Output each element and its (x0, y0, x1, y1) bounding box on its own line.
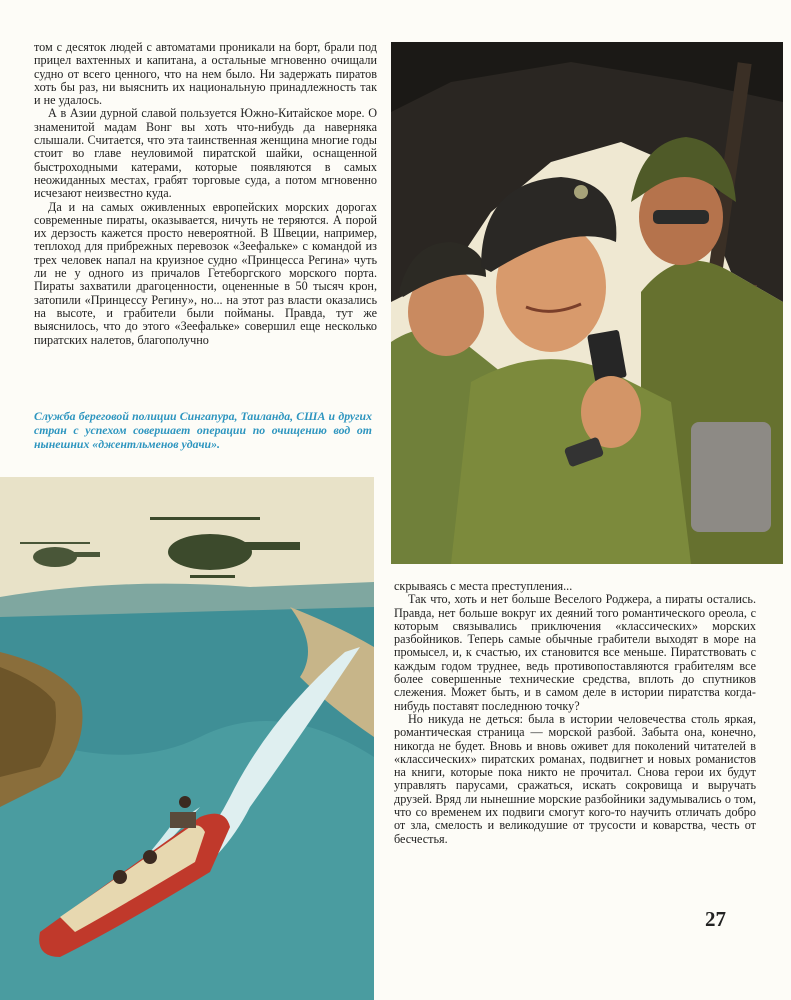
right-text-column (394, 580, 756, 846)
paragraph: Но никуда не деться: была в истории человечества столь яркая, романтическая страница — морской разбой. Забыта она, конечно, никогда не будет. Вновь и вновь оживет для поколений читателей в «классических» пиратских романах, подвигнет и новых романистов на книги, которые пока никто не прочитал. Снова герои их будут управлять парусами, сражаться, искать сокровища и выручать друзей. Вряд ли нынешние морские разбойники задумывались о том, что со временем их подвиги смогут кого-то научить отличать добро от зла, смелость и великодушие от трусости и коварства, честь от бесчестья. (394, 711, 756, 846)
paragraph: А в Азии дурной славой пользуется Южно-Китайское море. О знаменитой мадам Вонг вы хоть что-нибудь да наверняка слышали. Считается, что эта таинственная женщина многие годы стоит во главе неуловимой пиратской шайки, оснащенной быстроходными катерами, которые появляются в самых неожиданных местах, грабят торговые суда, а потом мгновенно исчезают неизвестно куда. (34, 106, 377, 201)
paragraph: том с десяток людей с автоматами проникали на борт, брали под прицел вахтенных и капитана, а остальные мгновенно очищали судно от всего ценного, что на нем было. Ни задержать пиратов хоть бы раз, ни выяснить их национальную принадлежность так и не удалось. (34, 40, 377, 108)
sea-pursuit-illustration (0, 477, 374, 1000)
paragraph: скрываясь с места преступления... (394, 579, 573, 593)
illustration-caption: Служба береговой полиции Сингапура, Таиланда, США и других стран с успехом совершает операции по очищению вод от нынешних «джентльменов удачи». (34, 409, 372, 451)
page-number: 27 (705, 907, 726, 931)
paragraph: Так что, хоть и нет больше Веселого Роджера, а пираты остались. Правда, нет больше вокруг их деяний того романтического ореола, с которым связывались приключения «классических» морских разбойников. Теперь самые обычные грабители выходят в море на промысел, и, к счастью, их становится все меньше. Пиратствовать с каждым годом труднее, ведь противопоставляются грабителям все более совершенные технические средства, вплоть до спутников слежения. Может быть, и в самом деле в истории пиратства когда-нибудь поставят последнюю точку? (394, 592, 756, 713)
soldiers-illustration (391, 42, 783, 564)
paragraph: Да и на самых оживленных европейских морских дорогах современные пираты, оказывается, ничуть не теряются. А порой их дерзость кажется просто невероятной. В Швеции, например, теплоход для прибрежных перевозок «Зеефальке» с командой из трех человек напал на круизное судно «Принцесса Регина» чуть ли не у одного из причалов Гетеборгского морского порта. Пираты захватили драгоценности, оцененные в 50 тысяч крон, затопили «Принцессу Регину», но... на этот раз власти оказались на высоте, и грабители были пойманы. Правда, тут же выяснилось, что до этого «Зеефальке» совершил еще несколько пиратских налетов, благополучно (34, 199, 377, 347)
left-text-column (34, 41, 377, 347)
